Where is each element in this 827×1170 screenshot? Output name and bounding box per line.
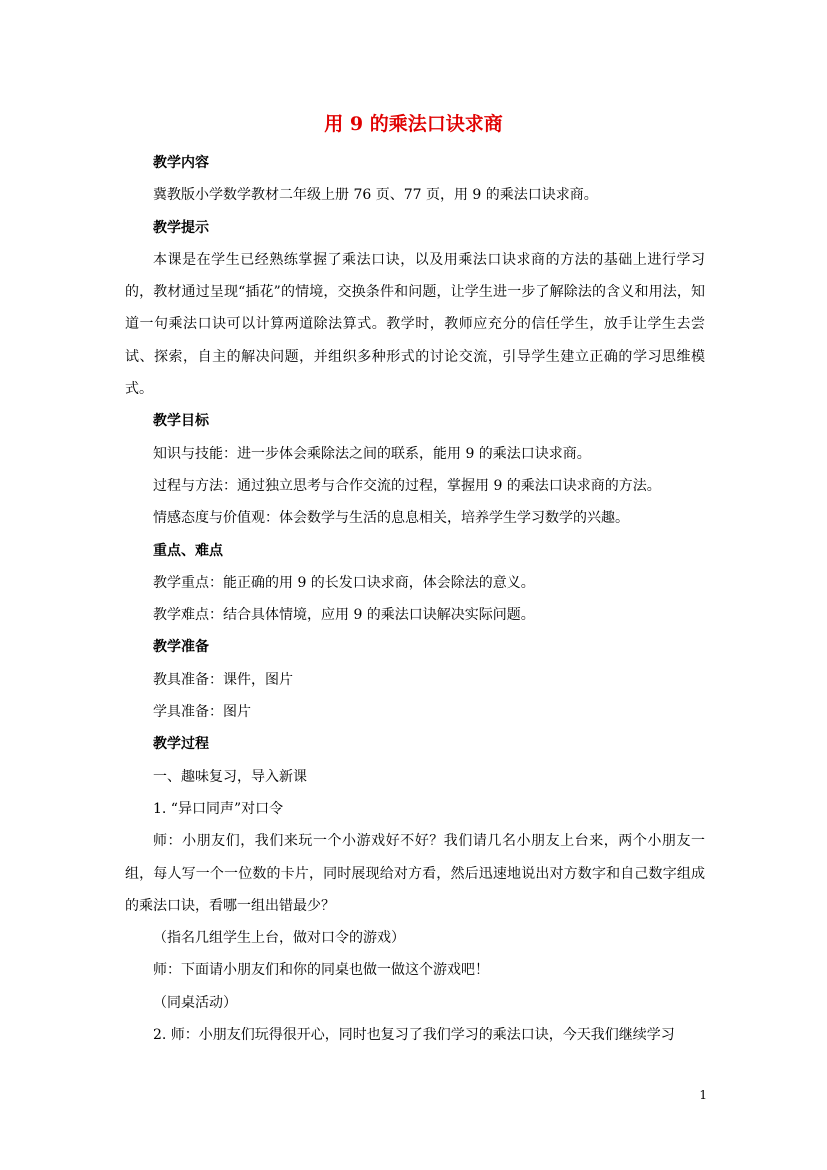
paragraph: 1. “异口同声”对口令: [153, 800, 284, 817]
document-body: [125, 147, 705, 1051]
section-heading: 重点、难点: [153, 542, 223, 559]
paragraph: 教学难点：结合具体情境，应用 9 的乘法口诀解决实际问题。: [153, 607, 535, 624]
paragraph: 冀教版小学数学教材二年级上册 76 页、77 页，用 9 的乘法口诀求商。: [153, 187, 598, 204]
section-heading: 教学准备: [153, 639, 209, 656]
paragraph: 一、趣味复习，导入新课: [153, 768, 307, 785]
paragraph: （指名几组学生上台，做对口令的游戏）: [153, 930, 405, 947]
paragraph: （同桌活动）: [153, 994, 237, 1011]
section-heading: 教学提示: [153, 219, 209, 236]
document-title: 用 9 的乘法口诀求商: [324, 113, 503, 135]
paragraph: 知识与技能：进一步体会乘除法之间的联系，能用 9 的乘法口诀求商。: [153, 445, 591, 462]
section-heading: 教学内容: [153, 155, 209, 171]
paragraph: 2. 师：小朋友们玩得很开心，同时也复习了我们学习的乘法口诀，今天我们继续学习: [153, 1027, 675, 1044]
paragraph: 情感态度与价值观：体会数学与生活的息息相关，培养学生学习数学的兴趣。: [153, 510, 629, 527]
paragraph: 师：下面请小朋友们和你的同桌也做一做这个游戏吧！: [153, 962, 489, 979]
section-heading: 教学目标: [153, 413, 209, 430]
paragraph: 过程与方法：通过独立思考与合作交流的过程，掌握用 9 的乘法口诀求商的方法。: [153, 477, 661, 494]
paragraph: 教具准备：课件，图片: [153, 671, 293, 688]
paragraph: 教学重点：能正确的用 9 的长发口诀求商，体会除法的意义。: [153, 574, 535, 591]
paragraph: 本课是在学生已经熟练掌握了乘法口诀，以及用乘法口诀求商的方法的基础上进行学习的，教材通过呈现“插花”的情境，交换条件和问题，让学生进一步了解除法的含义和用法，知道一句乘法口诀可以计算两道除法算式。教学时，教师应充分的信任学生，放手让学生去尝试、探索，自主的解决问题，并组织多种形式的讨论交流，引导学生建立正确的学习思维模式。: [125, 251, 705, 398]
paragraph: 师：小朋友们，我们来玩一个小游戏好不好？我们请几名小朋友上台来，两个小朋友一组，每人写一个一位数的卡片，同时展现给对方看，然后迅速地说出对方数字和自己数字组成的乘法口诀，看哪一组出错最少？: [125, 833, 705, 914]
section-heading: 教学过程: [153, 736, 209, 753]
paragraph: 学具准备：图片: [153, 704, 251, 721]
page-number: 1: [699, 1088, 707, 1102]
